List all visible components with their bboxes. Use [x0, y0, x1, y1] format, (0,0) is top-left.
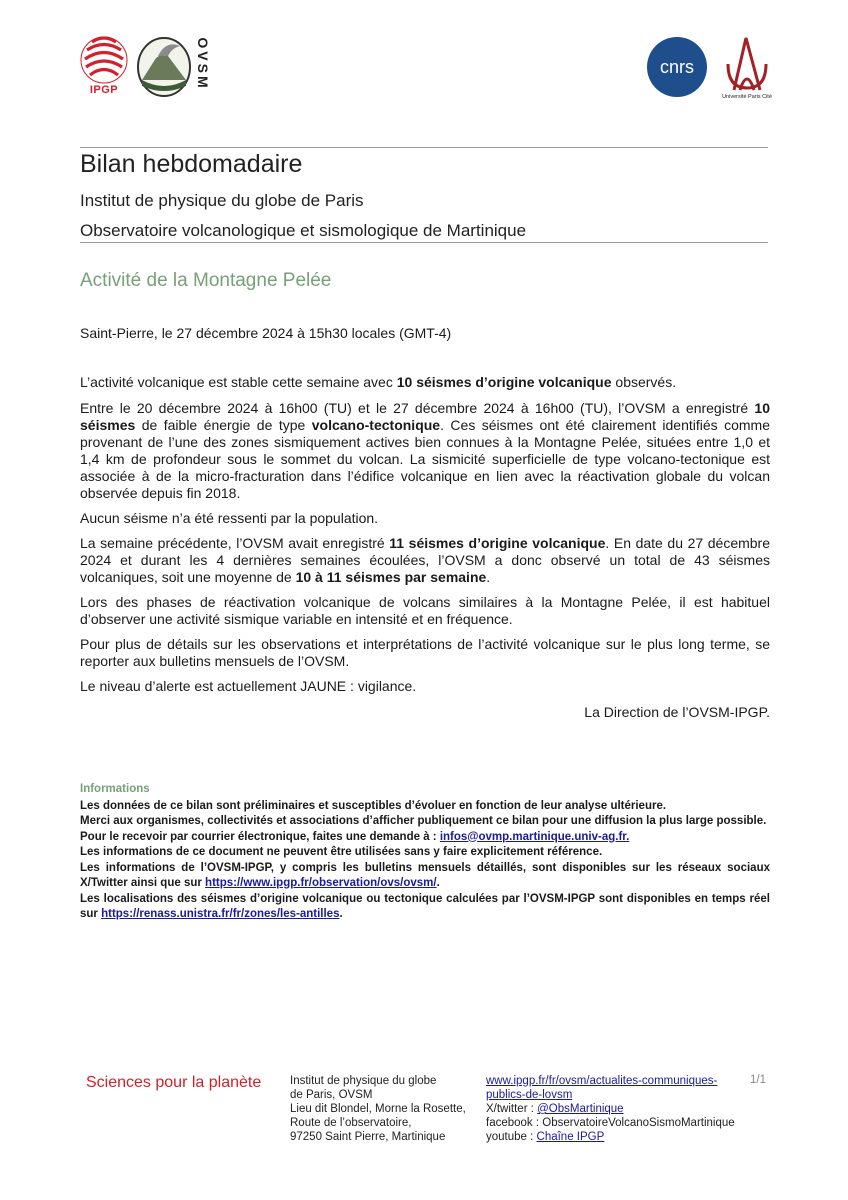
- footer-web-link[interactable]: www.ipgp.fr/fr/ovsm/actualites-communiques-publics-de-lovsm: [486, 1075, 718, 1101]
- info-line-email: Pour le recevoir par courrier électronique, faites une demande à : infos@ovmp.martinique.univ-ag.fr.: [80, 830, 630, 843]
- cnrs-circle-icon: [646, 36, 708, 98]
- ipgp-ovsm-link[interactable]: https://www.ipgp.fr/observation/ovs/ovsm/: [205, 877, 437, 889]
- institute-name: Institut de physique du globe de Paris: [80, 191, 364, 210]
- info-line-reference: Les informations de ce document ne peuvent être utilisées sans y faire explicitement référence.: [80, 846, 603, 858]
- activity-heading: Activité de la Montagne Pelée: [80, 270, 332, 291]
- info-line-diffusion: Merci aux organismes, collectivités et associations d’afficher publiquement ce bilan pour une diffusion la plus large possible.: [80, 815, 767, 827]
- bulletin-body: [80, 374, 770, 703]
- paragraph-felt: Aucun séisme n’a été ressenti par la population.: [80, 510, 379, 526]
- paragraph-previous-week: La semaine précédente, l’OVSM avait enregistré 11 séismes d’origine volcanique. En date du 27 décembre 2024 et durant les 4 dernières semaines écoulées, l’OVSM a donc observé un total de 43 séismes volcaniques, soit une moyenne de 10 à 11 séismes par semaine.: [80, 535, 771, 585]
- info-line-social: Les informations de l’OVSM-IPGP, y compris les bulletins mensuels détaillés, sont disponibles sur les réseaux sociaux X/Twitter ainsi que sur https://www.ipgp.fr/observation/ovs/ovsm/.: [80, 861, 770, 889]
- footer-facebook: facebook : ObservatoireVolcanoSismoMartinique: [486, 1117, 735, 1129]
- paragraph-details: Entre le 20 décembre 2024 à 16h00 (TU) et le 27 décembre 2024 à 16h00 (TU), l’OVSM a enregistré 10 séismes de faible énergie de type volcano-tectonique. Ces séismes ont été clairement identifiés comme provenant de l’une des zones sismiquement actives bien connues à la Montagne Pelée, situées entre 1,0 et 1,4 km de profondeur sous le sommet du volcan. La sismicité superficielle de type volcano-tectonique est associée à de la micro-fracturation dans l’édifice volcanique en lien avec la réactivation globale du volcan observée depuis fin 2018.: [80, 400, 770, 501]
- paragraph-context: Lors des phases de réactivation volcanique de volcans similaires à la Montagne Pelée, il est habituel d’observer une activité sismique variable en intensité et en fréquence.: [80, 594, 770, 627]
- ovsm-volcano-logo: [136, 36, 192, 98]
- email-link[interactable]: infos@ovmp.martinique.univ-ag.fr.: [439, 830, 630, 843]
- footer-links: www.ipgp.fr/fr/ovsm/actualites-communiques-publics-de-lovsm X/twitter : @ObsMartinique facebook : ObservatoireVolcanoSismoMartinique youtube : Chaîne IPGP: [486, 1074, 756, 1144]
- upc-caption: Université Paris Cité: [722, 94, 772, 100]
- footer-address: Institut de physique du globe de Paris, OVSM Lieu dit Blondel, Morne la Rosette, Route de l’observatoire, 97250 Saint Pierre, Martinique: [290, 1075, 466, 1143]
- footer-youtube-link[interactable]: Chaîne IPGP: [536, 1131, 605, 1143]
- cnrs-text: cnrs: [659, 57, 695, 77]
- signature: La Direction de l’OVSM-IPGP.: [584, 704, 770, 720]
- paragraph-alert-level: Le niveau d’alerte est actuellement JAUNE : vigilance.: [80, 678, 417, 694]
- info-line-localisations: Les localisations des séismes d’origine volcanique ou tectonique calculées par l’OVSM-IPGP sont disponibles en temps réel sur https://renass.unistra.fr/fr/zones/les-antilles.: [80, 892, 770, 920]
- ipgp-logo: [78, 34, 130, 100]
- header-top-divider: [80, 147, 768, 148]
- info-line-preliminary: Les données de ce bilan sont préliminaires et susceptibles d’évoluer en fonction de leur analyse ultérieure.: [80, 799, 667, 812]
- universite-paris-cite-logo: [716, 34, 778, 106]
- ovsm-wordmark: OVSM: [195, 37, 211, 91]
- date-line: Saint-Pierre, le 27 décembre 2024 à 15h30 locales (GMT-4): [80, 325, 452, 341]
- ipgp-globe-icon: [78, 34, 130, 84]
- observatory-name: Observatoire volcanologique et sismologique de Martinique: [80, 221, 527, 240]
- page-number: 1/1: [750, 1074, 766, 1086]
- renass-link[interactable]: https://renass.unistra.fr/fr/zones/les-antilles: [101, 908, 340, 920]
- upc-arch-icon: [716, 34, 778, 92]
- ipgp-wordmark: IPGP: [89, 84, 119, 96]
- paragraph-summary: L’activité volcanique est stable cette semaine avec 10 séismes d’origine volcanique observés.: [80, 374, 677, 390]
- header-bottom-divider: [80, 242, 768, 243]
- footer-tagline: Sciences pour la planète: [86, 1074, 262, 1091]
- footer-twitter-link[interactable]: @ObsMartinique: [537, 1103, 624, 1115]
- volcano-icon: [136, 36, 192, 98]
- information-title: Informations: [80, 783, 150, 795]
- information-section: [80, 782, 770, 923]
- document-title: Bilan hebdomadaire: [80, 150, 303, 178]
- cnrs-logo: [646, 36, 708, 98]
- paragraph-more-details: Pour plus de détails sur les observations et interprétations de l’activité volcanique sur le plus long terme, se reporter aux bulletins mensuels de l’OVSM.: [80, 636, 770, 669]
